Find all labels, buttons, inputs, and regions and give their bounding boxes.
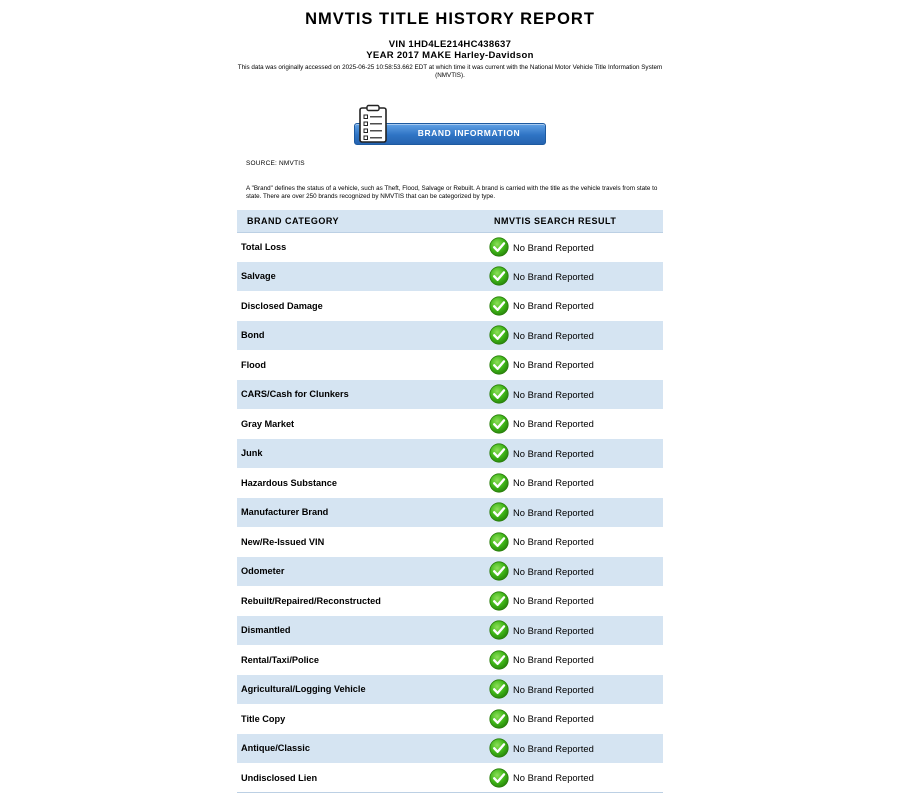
green-check-icon [489, 561, 509, 581]
search-result [487, 321, 663, 351]
search-result [487, 616, 663, 646]
table-row [237, 291, 663, 321]
table-row [237, 734, 663, 764]
result-text: No Brand Reported [513, 654, 594, 666]
result-text: No Brand Reported [513, 772, 594, 783]
table-row [237, 763, 663, 793]
brand-category: Antique/Classic [237, 734, 487, 764]
search-result [487, 380, 663, 410]
green-check-icon [489, 443, 509, 463]
green-check-icon [489, 591, 509, 611]
brand-category: Dismantled [237, 616, 487, 646]
search-result [487, 763, 663, 793]
result-text: No Brand Reported [513, 300, 594, 312]
year-make-line: YEAR 2017 MAKE Harley-Davidson [366, 50, 534, 61]
search-result [487, 409, 663, 439]
green-check-icon [489, 237, 509, 257]
table-row [237, 380, 663, 410]
search-result [487, 527, 663, 557]
brand-category: Flood [237, 350, 487, 380]
brand-information-banner [354, 104, 546, 146]
brand-category: Hazardous Substance [237, 468, 487, 498]
table-row [237, 468, 663, 498]
green-check-icon [489, 768, 509, 788]
table-row [237, 409, 663, 439]
search-result [487, 439, 663, 469]
brand-table [237, 210, 663, 793]
result-text: No Brand Reported [513, 388, 594, 400]
brand-category: Undisclosed Lien [237, 763, 487, 793]
search-result [487, 557, 663, 587]
search-result [487, 645, 663, 675]
brand-category: Total Loss [237, 232, 487, 262]
brand-category: Rebuilt/Repaired/Reconstructed [237, 586, 487, 616]
search-result [487, 350, 663, 380]
green-check-icon [489, 414, 509, 434]
brand-category: CARS/Cash for Clunkers [237, 380, 487, 410]
result-text: No Brand Reported [513, 742, 594, 754]
table-row [237, 645, 663, 675]
table-header-row [237, 210, 663, 232]
search-result [487, 468, 663, 498]
green-check-icon [489, 650, 509, 670]
green-check-icon [489, 679, 509, 699]
result-text: No Brand Reported [513, 477, 594, 489]
search-result [487, 498, 663, 528]
green-check-icon [489, 738, 509, 758]
green-check-icon [489, 296, 509, 316]
table-row [237, 232, 663, 262]
brand-category: Gray Market [237, 409, 487, 439]
table-row [237, 498, 663, 528]
brand-category: Manufacturer Brand [237, 498, 487, 528]
green-check-icon [489, 266, 509, 286]
report-title: NMVTIS TITLE HISTORY REPORT [305, 10, 595, 28]
green-check-icon [489, 325, 509, 345]
result-text: No Brand Reported [513, 713, 594, 725]
result-text: No Brand Reported [513, 241, 594, 253]
brand-category: Agricultural/Logging Vehicle [237, 675, 487, 705]
brand-category: Rental/Taxi/Police [237, 645, 487, 675]
search-result [487, 734, 663, 764]
clipboard-checklist-icon [358, 104, 388, 144]
table-row [237, 704, 663, 734]
search-result [487, 232, 663, 262]
table-row [237, 675, 663, 705]
result-text: No Brand Reported [513, 683, 594, 695]
green-check-icon [489, 384, 509, 404]
data-disclaimer: This data was originally accessed on 2025-06-25 10:58:53.662 EDT at which time it was current with the National Motor Vehicle Title Information System (NMVTIS). [237, 64, 663, 79]
table-row [237, 557, 663, 587]
table-row [237, 439, 663, 469]
table-row [237, 616, 663, 646]
result-text: No Brand Reported [513, 506, 594, 518]
brand-category: Bond [237, 321, 487, 351]
brand-category: Title Copy [237, 704, 487, 734]
brand-category: New/Re-Issued VIN [237, 527, 487, 557]
green-check-icon [489, 473, 509, 493]
green-check-icon [489, 532, 509, 552]
header-search-result: NMVTIS SEARCH RESULT [487, 210, 663, 232]
brand-category: Salvage [237, 262, 487, 292]
green-check-icon [489, 355, 509, 375]
result-text: No Brand Reported [513, 595, 594, 607]
brand-category: Disclosed Damage [237, 291, 487, 321]
result-text: No Brand Reported [513, 329, 594, 341]
result-text: No Brand Reported [513, 447, 594, 459]
result-text: No Brand Reported [513, 418, 594, 430]
table-row [237, 350, 663, 380]
search-result [487, 586, 663, 616]
brand-category: Odometer [237, 557, 487, 587]
result-text: No Brand Reported [513, 536, 594, 548]
table-row [237, 586, 663, 616]
green-check-icon [489, 620, 509, 640]
table-row [237, 262, 663, 292]
table-row [237, 321, 663, 351]
vin-line: VIN 1HD4LE214HC438637 [388, 39, 512, 50]
search-result [487, 262, 663, 292]
header-brand-category: BRAND CATEGORY [237, 210, 487, 232]
banner-label: BRAND INFORMATION [417, 128, 521, 138]
brand-definition: A "Brand" defines the status of a vehicle, such as Theft, Flood, Salvage or Rebuilt. A brand is carried with the title as the vehicle travels from state to state. There are over 250 brands recognized by NMVTIS that can be categorized by type. [246, 185, 658, 200]
green-check-icon [489, 502, 509, 522]
table-row [237, 527, 663, 557]
result-text: No Brand Reported [513, 359, 594, 371]
result-text: No Brand Reported [513, 565, 594, 577]
search-result [487, 675, 663, 705]
search-result [487, 704, 663, 734]
result-text: No Brand Reported [513, 270, 594, 282]
search-result [487, 291, 663, 321]
source-label: SOURCE: NMVTIS [246, 160, 305, 167]
brand-category: Junk [237, 439, 487, 469]
result-text: No Brand Reported [513, 624, 594, 636]
green-check-icon [489, 709, 509, 729]
